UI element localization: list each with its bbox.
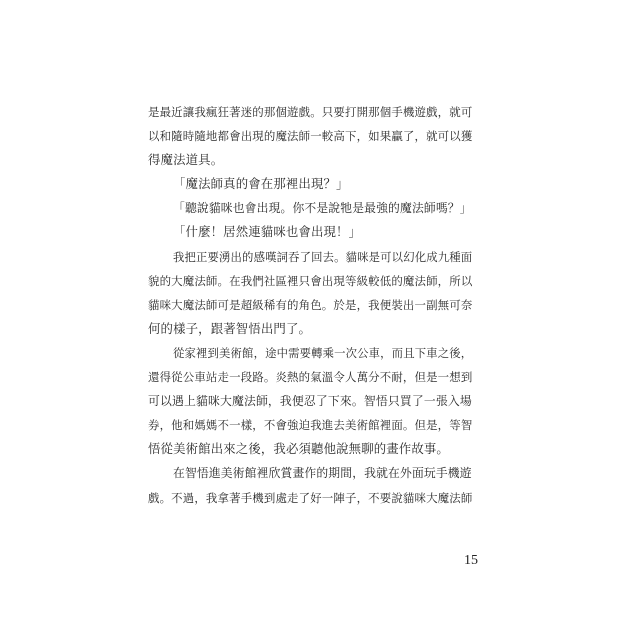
- dialogue-line-3: 「什麼！居然連貓咪也會出現！」: [173, 224, 362, 240]
- paragraph-2-line-4: 何的樣子，跟著智悟出門了。: [148, 320, 312, 336]
- text-line-3: 得魔法道具。: [148, 152, 224, 168]
- paragraph-2-line-1: 我把正要湧出的感嘆詞吞了回去。貓咪是可以幻化成九種面: [173, 249, 473, 264]
- paragraph-4-line-2: 戲。不過，我拿著手機到處走了好一陣子，不要說貓咪大魔法師: [148, 490, 473, 505]
- text-line-2: 以和隨時隨地都會出現的魔法師一較高下，如果贏了，就可以獲: [148, 129, 473, 144]
- page-number: 15: [464, 553, 478, 568]
- paragraph-3-line-3: 可以遇上貓咪大魔法師，我便忍了下來。智悟只買了一張入場: [148, 394, 472, 409]
- paragraph-3-line-4: 券，他和媽媽不一樣，不會強迫我進去美術館裡面。但是，等智: [148, 418, 473, 433]
- dialogue-line-2: 「聽說貓咪也會出現。你不是說牠是最強的魔法師嗎？」: [173, 201, 472, 216]
- paragraph-2-line-3: 貓咪大魔法師可是超級稀有的角色。於是，我便裝出一副無可奈: [148, 297, 473, 312]
- dialogue-line-1: 「魔法師真的會在那裡出現？」: [173, 176, 349, 192]
- paragraph-3-line-1: 從家裡到美術館，途中需要轉乘一次公車，而且下車之後，: [173, 345, 473, 360]
- paragraph-3-line-5: 悟從美術館出來之後，我必須聽他說無聊的畫作故事。: [148, 441, 449, 457]
- paragraph-3-line-2: 還得從公車站走一段路。炎熱的氣溫令人萬分不耐，但是一想到: [148, 370, 473, 385]
- text-line-1: 是最近讓我瘋狂著迷的那個遊戲。只要打開那個手機遊戲，就可: [148, 105, 473, 119]
- paragraph-4-line-1: 在智悟進美術館裡欣賞畫作的期間，我就在外面玩手機遊: [173, 466, 472, 481]
- paragraph-2-line-2: 貌的大魔法師。在我們社區裡只會出現等級較低的魔法師，所以: [148, 273, 473, 288]
- body-text: [148, 100, 472, 510]
